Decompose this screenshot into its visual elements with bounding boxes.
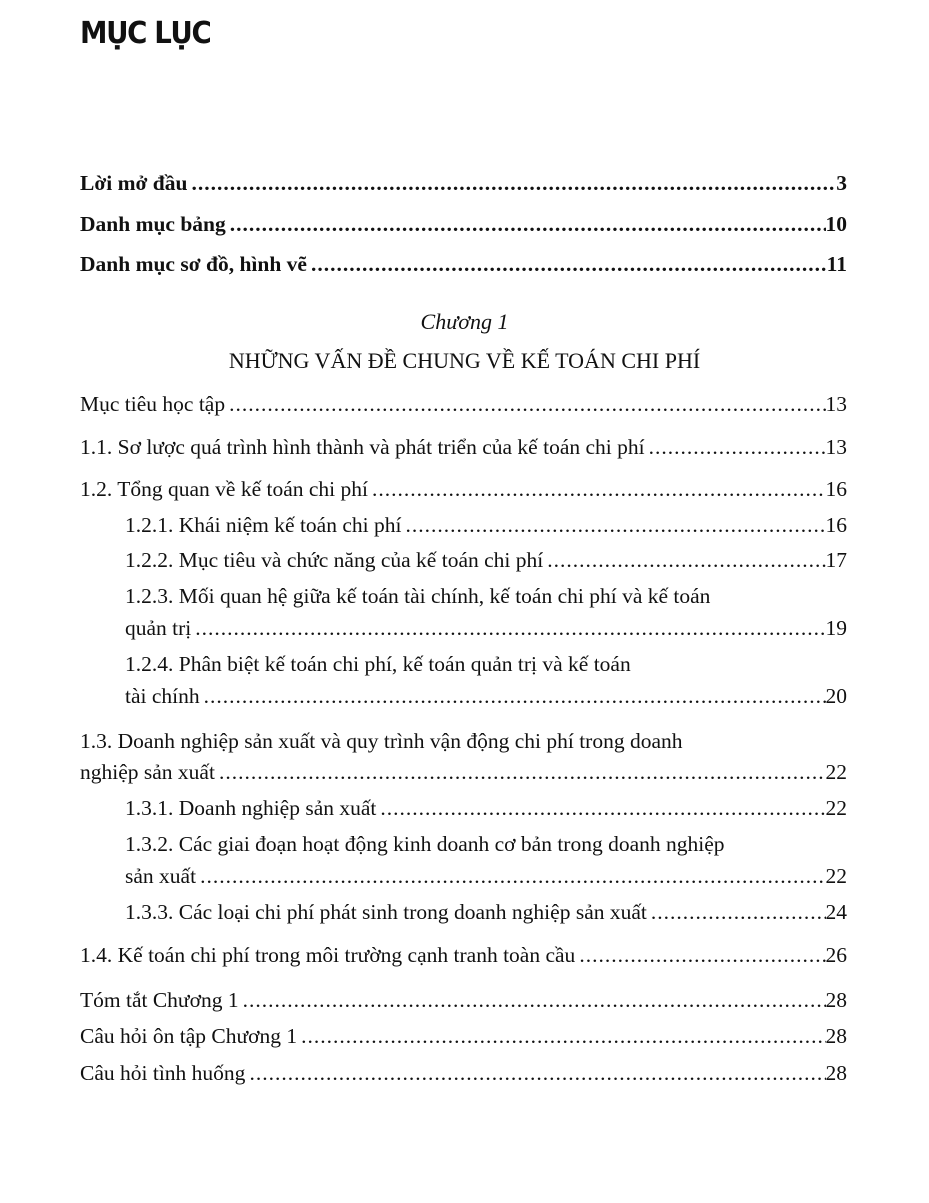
toc-entry-label: 1.2.1. Khái niệm kế toán chi phí bbox=[125, 513, 402, 537]
toc-entry-1-4[interactable] bbox=[80, 940, 847, 970]
toc-entry-danh-muc-bang[interactable] bbox=[80, 209, 847, 239]
toc-page-number: 3 bbox=[836, 171, 847, 195]
toc-entry-1-3-2-line1[interactable]: 1.3.2. Các giai đoạn hoạt động kinh doanh cơ bản trong doanh nghiệp bbox=[125, 832, 725, 856]
toc-entry-label: Danh mục sơ đồ, hình vẽ bbox=[80, 252, 307, 276]
toc-entry-cau-hoi-tinh-huong[interactable] bbox=[80, 1058, 847, 1088]
chapter-label: Chương 1 bbox=[420, 309, 509, 334]
toc-entry-label: sản xuất bbox=[125, 864, 197, 888]
toc-page-number: 22 bbox=[825, 796, 847, 820]
toc-entry-1-3-3[interactable] bbox=[125, 897, 847, 927]
toc-entry-label: tài chính bbox=[125, 684, 200, 708]
toc-entry-1-2-3[interactable] bbox=[125, 613, 847, 643]
toc-page-number: 16 bbox=[825, 477, 847, 501]
leader-dots bbox=[243, 985, 826, 1015]
toc-entry-label: 1.4. Kế toán chi phí trong môi trường cạnh tranh toàn cầu bbox=[80, 943, 576, 967]
toc-entry-tom-tat[interactable] bbox=[80, 985, 847, 1015]
toc-page-number: 10 bbox=[825, 212, 847, 236]
toc-entry-1-3-2[interactable] bbox=[125, 861, 847, 891]
leader-dots bbox=[301, 1021, 825, 1051]
toc-page-number: 13 bbox=[825, 435, 847, 459]
toc-entry-cau-hoi-on-tap[interactable] bbox=[80, 1021, 847, 1051]
toc-entry-label: 1.3.1. Doanh nghiệp sản xuất bbox=[125, 796, 377, 820]
toc-page-number: 28 bbox=[825, 1061, 847, 1085]
toc-entry-label: Câu hỏi tình huống bbox=[80, 1061, 246, 1085]
toc-page-number: 24 bbox=[825, 900, 847, 924]
toc-page-number: 22 bbox=[825, 760, 847, 784]
toc-entry-1-2-3-line1[interactable]: 1.2.3. Mối quan hệ giữa kế toán tài chính, kế toán chi phí và kế toán bbox=[125, 584, 711, 608]
toc-page-number: 28 bbox=[825, 1024, 847, 1048]
toc-entry-1-2-4-line1[interactable]: 1.2.4. Phân biệt kế toán chi phí, kế toán quản trị và kế toán bbox=[125, 652, 631, 676]
toc-page-number: 19 bbox=[825, 616, 847, 640]
leader-dots bbox=[204, 681, 826, 711]
toc-entry-label: 1.3.3. Các loại chi phí phát sinh trong doanh nghiệp sản xuất bbox=[125, 900, 647, 924]
leader-dots bbox=[405, 510, 825, 540]
leader-dots bbox=[195, 613, 825, 643]
leader-dots bbox=[380, 793, 825, 823]
leader-dots bbox=[229, 389, 825, 419]
toc-entry-danh-muc-so-do[interactable] bbox=[80, 249, 847, 279]
toc-entry-loi-mo-dau[interactable] bbox=[80, 168, 847, 198]
toc-entry-label: Lời mở đầu bbox=[80, 171, 188, 195]
toc-entry-1-3[interactable] bbox=[80, 757, 847, 787]
toc-entry-label: Mục tiêu học tập bbox=[80, 392, 226, 416]
toc-page-number: 13 bbox=[825, 392, 847, 416]
toc-entry-1-3-1[interactable] bbox=[125, 793, 847, 823]
toc-entry-label: quản trị bbox=[125, 616, 192, 640]
toc-page-number: 11 bbox=[826, 252, 847, 276]
leader-dots bbox=[311, 249, 827, 279]
toc-entry-1-2-1[interactable] bbox=[125, 510, 847, 540]
toc-entry-label: 1.2.2. Mục tiêu và chức năng của kế toán chi phí bbox=[125, 548, 544, 572]
toc-page-number: 22 bbox=[825, 864, 847, 888]
toc-entry-1-2-4[interactable] bbox=[125, 681, 847, 711]
toc-page-number: 16 bbox=[825, 513, 847, 537]
toc-entry-label: 1.1. Sơ lược quá trình hình thành và phát triển của kế toán chi phí bbox=[80, 435, 645, 459]
toc-entry-label: Câu hỏi ôn tập Chương 1 bbox=[80, 1024, 298, 1048]
toc-entry-1-1[interactable] bbox=[80, 432, 847, 462]
leader-dots bbox=[547, 545, 825, 575]
leader-dots bbox=[230, 209, 826, 239]
toc-entry-1-2[interactable] bbox=[80, 474, 847, 504]
toc-page-number: 28 bbox=[825, 988, 847, 1012]
toc-entry-label: nghiệp sản xuất bbox=[80, 760, 215, 784]
leader-dots bbox=[649, 432, 826, 462]
toc-entry-1-2-2[interactable] bbox=[125, 545, 847, 575]
toc-entry-1-3-line1[interactable]: 1.3. Doanh nghiệp sản xuất và quy trình vận động chi phí trong doanh bbox=[80, 729, 683, 753]
toc-entry-label: Danh mục bảng bbox=[80, 212, 226, 236]
toc-entry-label: 1.2. Tổng quan về kế toán chi phí bbox=[80, 477, 369, 501]
leader-dots bbox=[651, 897, 826, 927]
toc-page-number: 17 bbox=[825, 548, 847, 572]
toc-page-number: 20 bbox=[825, 684, 847, 708]
leader-dots bbox=[191, 168, 836, 198]
leader-dots bbox=[219, 757, 826, 787]
leader-dots bbox=[372, 474, 825, 504]
chapter-title: NHỮNG VẤN ĐỀ CHUNG VỀ KẾ TOÁN CHI PHÍ bbox=[228, 348, 701, 373]
toc-entry-label: Tóm tắt Chương 1 bbox=[80, 988, 239, 1012]
page-title: MỤC LỤC bbox=[80, 16, 211, 51]
leader-dots bbox=[579, 940, 825, 970]
toc-entry-muc-tieu[interactable] bbox=[80, 389, 847, 419]
leader-dots bbox=[249, 1058, 825, 1088]
leader-dots bbox=[200, 861, 825, 891]
toc-page-number: 26 bbox=[825, 943, 847, 967]
